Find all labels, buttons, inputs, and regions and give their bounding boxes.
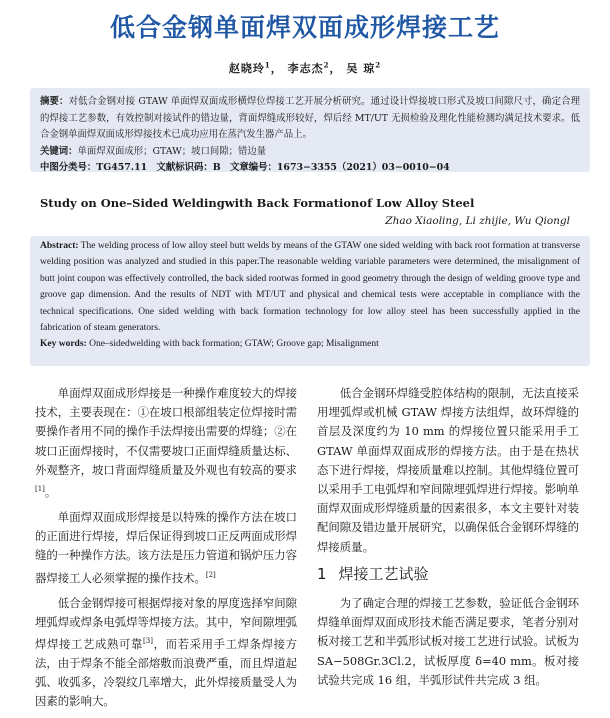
paragraph-text: 单面焊双面成形焊接是一种操作难度较大的焊接技术，主要表现在：①在坡口根部组装定位焊接时需要操作者用不同的操作手法焊接出需要的焊缝；②在坡口正面焊接时，不仅需要坡口正面焊缝质量达标、外观整齐，坡口背面焊缝质量及外观也有较高的要求 xyxy=(35,386,298,477)
cn-abstract-text: 对低合金钢对接 GTAW 单面焊双面成形横焊位焊接工艺开展分析研究。通过设计焊接坡口形式及坡口间隙尺寸，确定合理的焊接工艺参数，有效控制对接试件的错边量，背面焊缝成形较好，焊后经 MT/UT 无损检验及理化性能检测均满足技术要求。低合金钢单面焊双面成形焊接技术已成功应用在蒸汽发生器产品上。 xyxy=(40,96,580,141)
en-keywords xyxy=(40,336,580,352)
cn-keywords-label: 关键词： xyxy=(40,145,78,157)
cn-keywords-text: 单面焊双面成形；GTAW；坡口间隙；错边量 xyxy=(77,145,267,157)
en-keywords-text: One–sidedwelding with back formation; GTAW; Groove gap; Misalignment xyxy=(89,339,379,350)
paragraph-tail: 。 xyxy=(44,484,57,499)
author-affiliation: 2 xyxy=(375,60,382,70)
citation-ref: [2] xyxy=(205,570,216,579)
cn-classification-meta: 中图分类号：TG457.11 文献标识码：B 文章编号：1673−3355（2021）03−0010−04 xyxy=(40,162,450,174)
body-paragraph: 低合金钢环焊缝受腔体结构的限制，无法直接采用埋弧焊或机械 GTAW 焊接方法组焊，故环焊缝的首层及深度约为 10 mm 的焊接位置只能采用手工 GTAW 单面焊双面成形的焊接方法。由于是在热状态下进行焊接，焊接质量难以控制。其他焊缝位置可以采用手工电弧焊和窄间隙埋弧焊进行焊接。影响单面焊双面成形焊缝质量的因素很多，本文主要针对装配间隙及错边量开展研究，以确保低合金钢环焊缝的焊接质量。 xyxy=(317,386,580,554)
section-title: 焊接工艺试验 xyxy=(338,564,429,583)
en-abstract-body xyxy=(40,238,580,336)
paragraph-text: 低合金钢焊接可根据焊接对象的厚度选择窄间隙埋弧焊或焊条电弧焊等焊接方法。其中，窄间隙埋弧焊焊接工艺成熟可靠 xyxy=(35,595,298,651)
paper-title: 低合金钢单面焊双面成形焊接工艺 xyxy=(109,13,500,42)
author-list: 赵晓玲$^1$， 李志杰$^2$， 吴 琼$^2$ xyxy=(228,60,382,75)
author-name: 赵晓玲 xyxy=(228,62,265,75)
cn-abstract-body xyxy=(40,94,580,144)
author-affiliation: 1 xyxy=(264,60,271,70)
paragraph-text: 单面焊双面成形焊接是以特殊的操作方法在坡口的正面进行焊接，焊后保证得到坡口正反两面成形焊缝的一种操作方法。该方法是压力管道和锅炉压力容器焊接工人必须掌握的操作技术。 xyxy=(35,510,298,585)
en-abstract xyxy=(40,238,580,353)
citation-ref: [1] xyxy=(35,485,45,494)
en-abstract-text: The welding process of low alloy steel butt welds by means of the GTAW one sided welding with back root formation at transverse welding position was analyzed and studied in this paper.The reasonable welding variable parameters were determined, the misalignment of butt joint coupon was effectively controlled, the back sided rootwas formed in good geometry through the design of welding groove type and groove gap dimension. And the results of NDT with MT/UT and physical and chemical tests were acceptable in compliance with the technical specifications. One sided welding with back formation technology for low alloy steel has been successfully applied in the fabrication of steam generators. xyxy=(40,241,580,334)
body-paragraph xyxy=(35,508,297,588)
author-affiliation: 2 xyxy=(323,60,330,70)
en-abstract-label: Abstract: xyxy=(40,241,79,251)
body-paragraph xyxy=(35,594,297,712)
en-keywords-label: Key words: xyxy=(40,339,87,350)
author-name: 吴 琼 xyxy=(346,62,376,75)
body-right-column xyxy=(317,384,579,696)
body-paragraph: 为了确定合理的焊接工艺参数，验证低合金钢环焊缝单面焊双面成形技术能否满足要求，笔者分别对板对接工艺和半弧形试板对接工艺进行试验。试板为 SA−508Gr.3Cl.2，试板厚度 δ=40 mm。板对接试验共完成 16 组，半弧形试件共完成 3 组。 xyxy=(317,596,580,687)
paragraph-tail: ，而若采用手工焊条焊接方法，由于焊条不能全部熔敷而浪费严重，而且焊道起弧、收弧多，冷裂纹几率增大，此外焊接质量受人为因素的影响大。 xyxy=(35,636,297,709)
section-heading xyxy=(317,565,579,584)
en-authors: Zhao Xiaoling, Li zhijie, Wu Qiongl xyxy=(385,215,570,227)
cn-keywords xyxy=(40,144,580,161)
author-name: 李志杰 xyxy=(287,62,324,75)
cn-abstract-label: 摘要： xyxy=(40,96,69,107)
cn-abstract xyxy=(40,94,580,177)
en-title: Study on One–Sided Weldingwith Back Formationof Low Alloy Steel xyxy=(40,196,475,210)
body-left-column xyxy=(35,384,297,718)
body-paragraph xyxy=(35,384,297,502)
section-number: 1 xyxy=(317,564,327,583)
citation-ref: [3] xyxy=(143,637,153,646)
